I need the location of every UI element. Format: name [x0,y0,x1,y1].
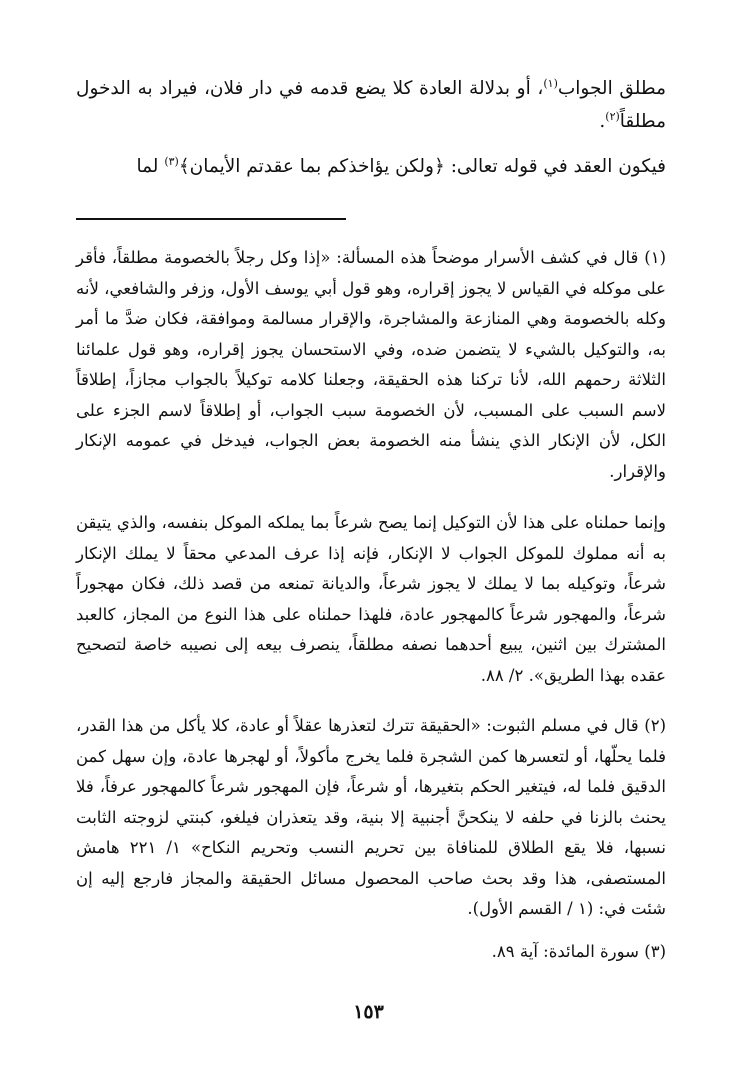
main-paragraph-2-start: فيكون العقد في قوله تعالى: ﴿ولكن يؤاخذكم بما عقدتم الأيمان﴾ [178,156,666,177]
main-paragraph-1-start: مطلق الجواب [557,78,666,99]
main-paragraph-2 [76,150,666,183]
main-paragraph-1-end: . [599,111,606,132]
footnote-3: (٣) سورة المائدة: آية ٨٩. [491,942,666,961]
footnote-1-paragraph-1: (١) قال في كشف الأسرار موضحاً هذه المسألة: «إذا وكل رجلاً بالخصومة مطلقاً، فأقر على موكله في القياس لا يجوز إقراره، وهو قول أبي يوسف الأول، وزفر والشافعي، لأنه وكله بالخصومة وهي المنازعة والمشاجرة، والإقرار مسالمة وموافقة، فكان ضدَّ ما أمر به، والتوكيل بالشيء لا يتضمن ضده، وفي الاستحسان يجوز إقراره، وهو قول علمائنا الثلاثة رحمهم الله، لأنا تركنا هذه الحقيقة، وجعلنا كلامه توكيلاً بالجواب مجازاً، إطلاقاً لاسم السبب على المسبب، لأن الخصومة سبب الجواب، أو إطلاقاً لاسم الجزء على الكل، لأن الإنكار الذي ينشأ منه الخصومة بعض الجواب، فيدخل في عمومه الإنكار والإقرار. [76,248,666,481]
main-paragraph-2-end: لما [136,156,165,177]
main-paragraph-1 [76,72,666,138]
footnote-divider [76,218,346,220]
footnote-1-paragraph-2: وإنما حملناه على هذا لأن التوكيل إنما يصح شرعاً بما يملكه الموكل بنفسه، والذي يتيقن به أنه مملوك للموكل الجواب لا الإنكار، فإنه إذا عرف المدعي محقاً لا يملك الإنكار شرعاً، وتوكيله بما لا يملك لا يجوز شرعاً، والديانة تمنعه من قصد ذلك، فكان مهجوراً شرعاً، والمهجور شرعاً كالمهجور عادة، فلهذا حملناه على هذا النوع من المجاز، كالعبد المشترك بين اثنين، يبيع أحدهما نصفه مطلقاً، ينصرف بيعه إلى نصيبه خاصة لتصحيح عقده بهذا الطريق». ٢/ ٨٨. [76,513,666,685]
footnote-ref-2[interactable]: (٢) [605,109,620,123]
main-paragraph-1-middle: ، أو بدلالة العادة كلا يضع قدمه في دار فلان، فيراد به الدخول مطلقاً [76,78,666,132]
page-number: ١٥٣ [353,1001,384,1023]
footnote-ref-3[interactable]: (٣) [164,154,179,168]
footnote-2: (٢) قال في مسلم الثبوت: «الحقيقة تترك لتعذرها عقلاً أو عادة، كلا يأكل من هذا القدر، فلما يحلّها، أو لتعسرها كمن الشجرة فلما يخرج مأكولاً، أو لهجرها عادة، وإن سهل كمن الدقيق فلما له، فيتغير الحكم بتغيرها، أو شرعاً، فإن المهجور شرعاً كالمهجور عرفاً، فلا يحنث بالزنا في حلفه لا ينكحنَّ أجنبية إلا بنية، وقد يتعذران فيلغو، كبنتي لزوجته الثابت نسبها، فلا يقع الطلاق للمنافاة بين تحريم النسب وتحريم النكاح» ١/ ٢٢١ هامش المستصفى، هذا وقد بحث صاحب المحصول مسائل الحقيقة والمجاز فارجع إليه إن شئت في: (١ / القسم الأول). [76,716,666,918]
footnote-ref-1[interactable]: (١) [543,76,558,90]
